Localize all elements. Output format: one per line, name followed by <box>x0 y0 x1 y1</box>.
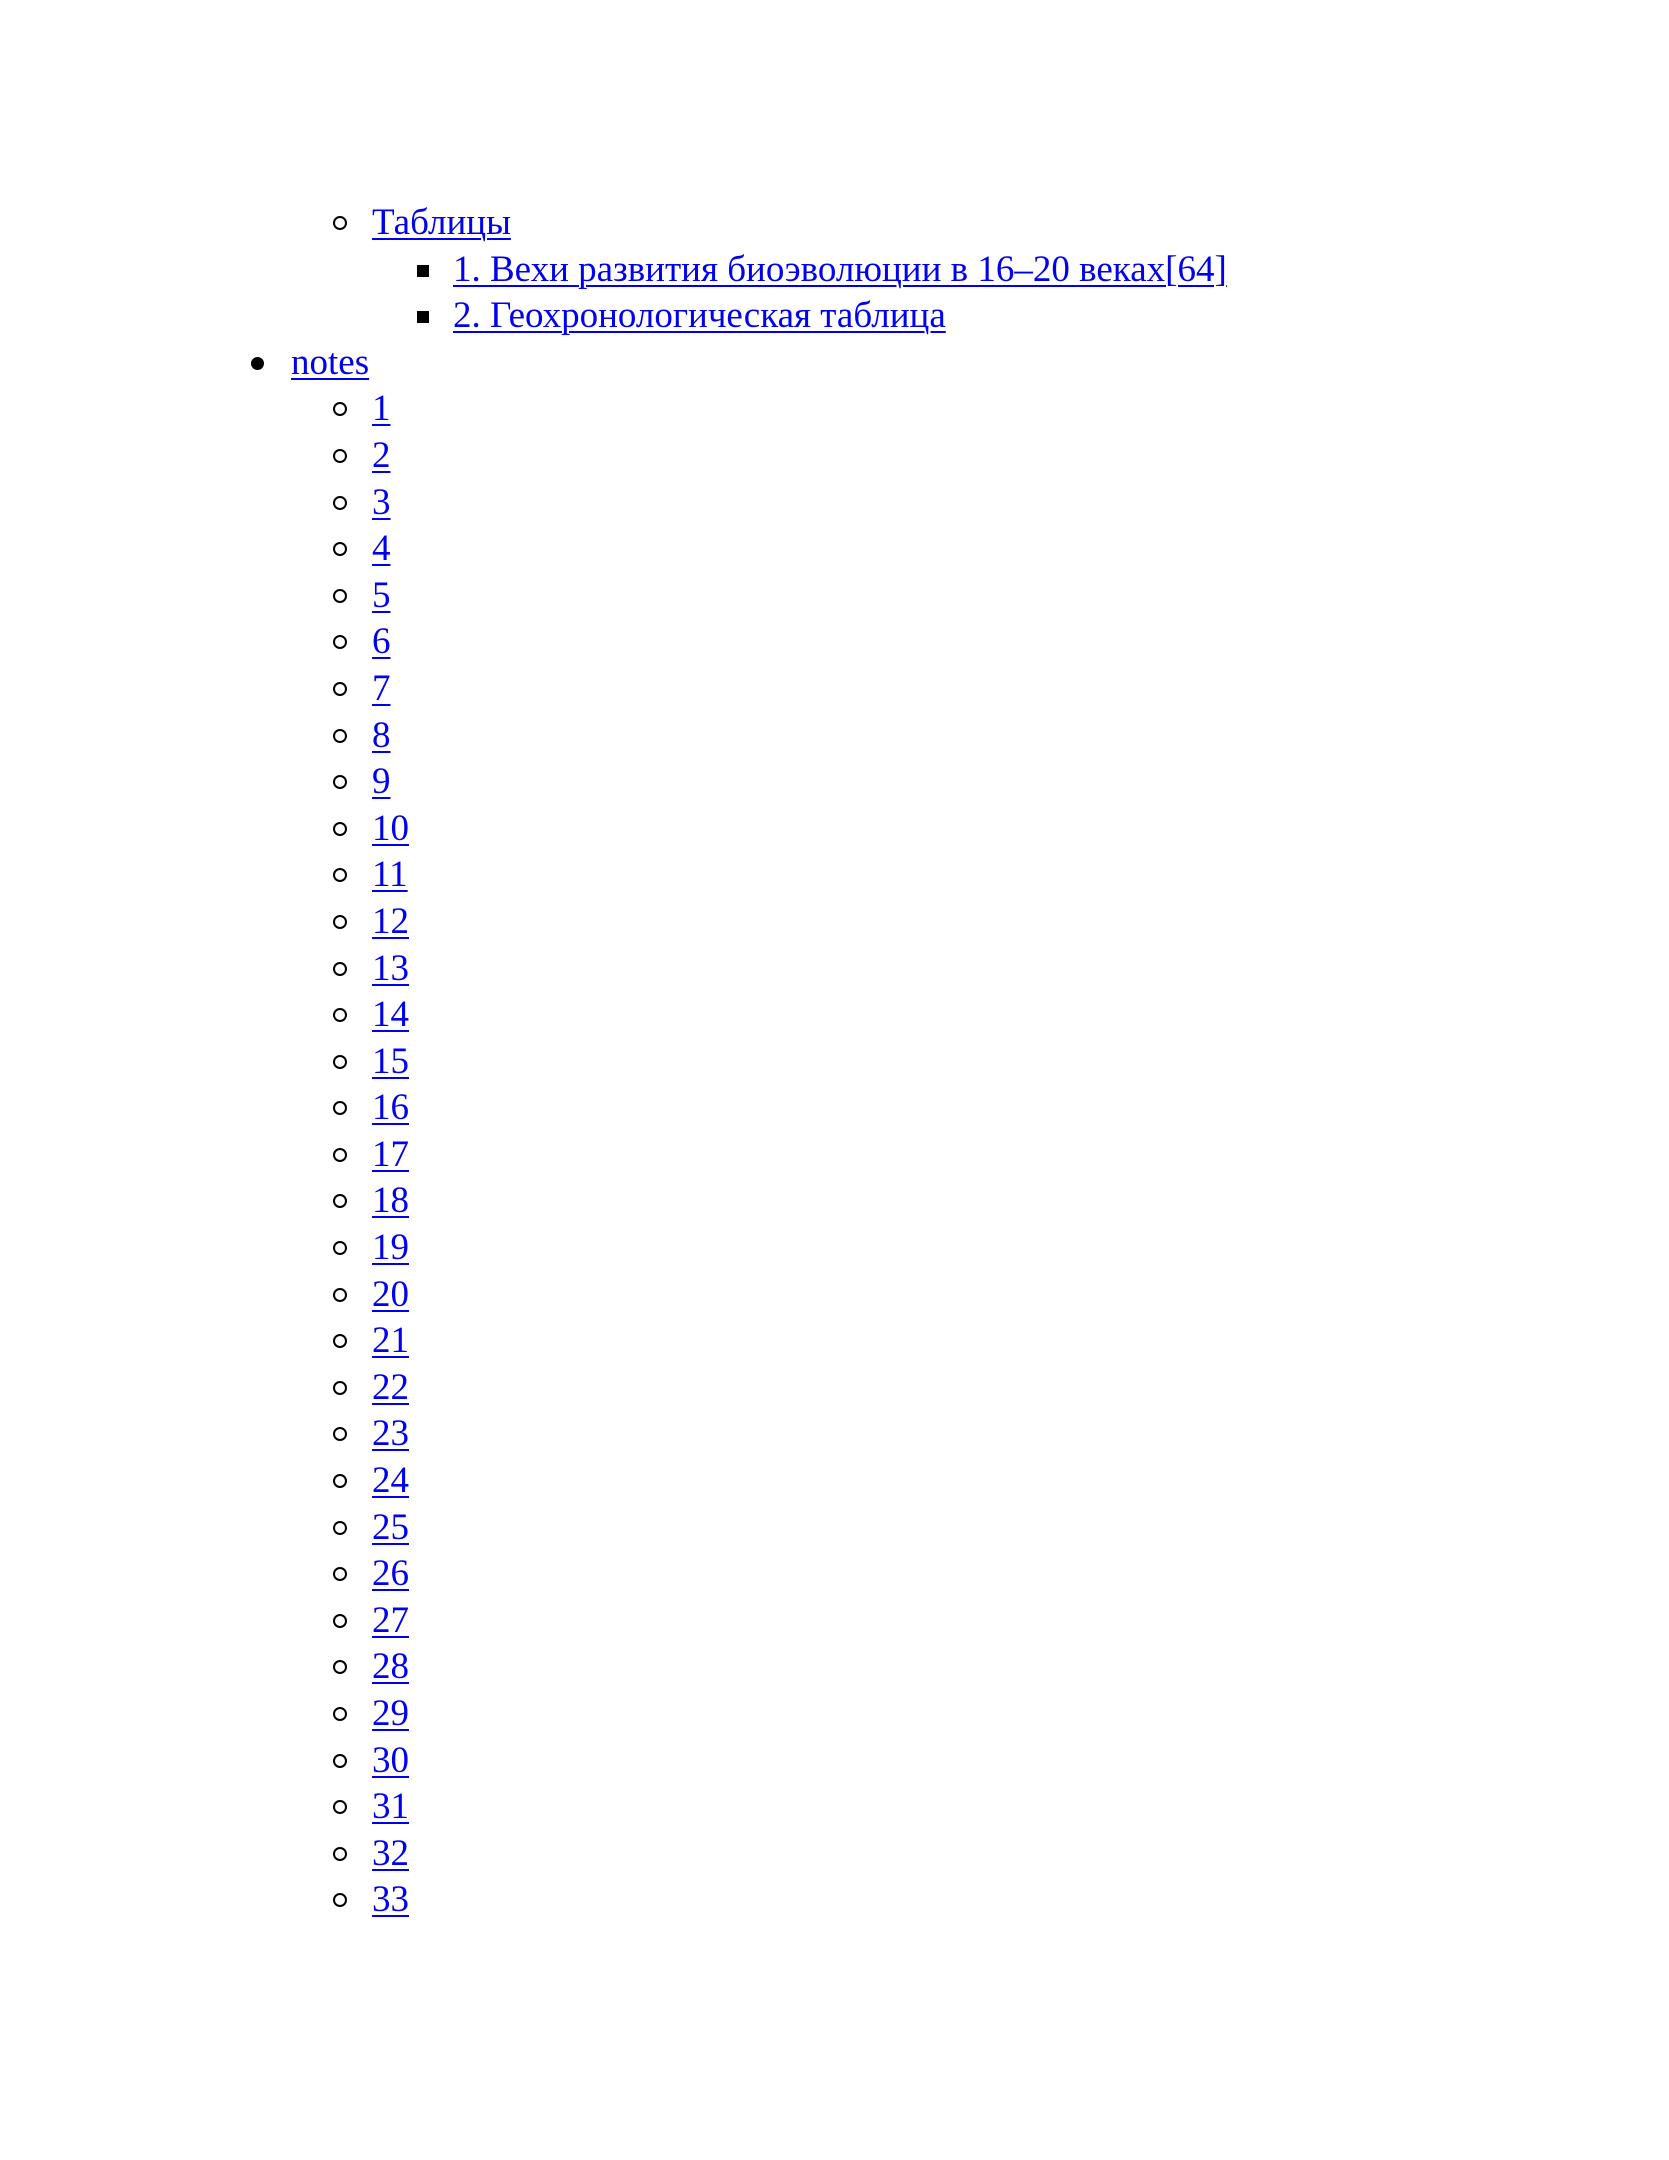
note-link[interactable]: 14 <box>372 994 409 1036</box>
toc-link-table-1[interactable]: 1. Вехи развития биоэволюции в 16–20 веках[64] <box>453 248 1227 290</box>
note-item <box>0 1784 1227 1831</box>
note-link[interactable]: 12 <box>372 900 409 942</box>
note-link[interactable]: 19 <box>372 1227 409 1269</box>
toc-link-table-2[interactable]: 2. Геохронологическая таблица <box>453 295 946 337</box>
note-link[interactable]: 21 <box>372 1320 409 1362</box>
note-item <box>0 852 1227 899</box>
toc-item-notes <box>0 340 1227 387</box>
note-item <box>0 1039 1227 1086</box>
note-item <box>0 1505 1227 1552</box>
note-link[interactable]: 16 <box>372 1087 409 1129</box>
note-item <box>0 1551 1227 1598</box>
note-link[interactable]: 20 <box>372 1273 409 1315</box>
note-item <box>0 992 1227 1039</box>
note-link[interactable]: 24 <box>372 1460 409 1502</box>
toc-link-notes[interactable]: notes <box>291 341 370 383</box>
note-link[interactable]: 22 <box>372 1366 409 1408</box>
note-link[interactable]: 29 <box>372 1693 409 1734</box>
toc-subitem-table-1 <box>0 247 1227 294</box>
note-link[interactable]: 30 <box>372 1739 409 1781</box>
note-item <box>0 759 1227 806</box>
note-item <box>0 1598 1227 1645</box>
note-item <box>0 1178 1227 1225</box>
note-item <box>0 946 1227 993</box>
note-link[interactable]: 7 <box>372 667 391 709</box>
note-item <box>0 713 1227 760</box>
note-item <box>0 1272 1227 1319</box>
note-link[interactable]: 6 <box>372 621 391 663</box>
note-item <box>0 1132 1227 1179</box>
table-of-contents <box>0 200 1227 1924</box>
toc-subitem-table-2 <box>0 293 1227 340</box>
note-link[interactable]: 33 <box>372 1879 409 1921</box>
note-link[interactable]: 18 <box>372 1180 409 1222</box>
note-link[interactable]: 13 <box>372 947 409 989</box>
note-item <box>0 1877 1227 1924</box>
note-item <box>0 480 1227 527</box>
note-item <box>0 1644 1227 1691</box>
note-item <box>0 433 1227 480</box>
note-link[interactable]: 17 <box>372 1133 409 1175</box>
note-item <box>0 1318 1227 1365</box>
note-link[interactable]: 23 <box>372 1413 409 1455</box>
note-item <box>0 1085 1227 1132</box>
note-link[interactable]: 2 <box>372 434 391 476</box>
note-link[interactable]: 26 <box>372 1553 409 1595</box>
note-link[interactable]: 31 <box>372 1786 409 1828</box>
toc-link-tables[interactable]: Таблицы <box>372 202 511 243</box>
note-link[interactable]: 3 <box>372 481 391 523</box>
note-item <box>0 899 1227 946</box>
note-link[interactable]: 9 <box>372 761 391 803</box>
note-item <box>0 526 1227 573</box>
note-item <box>0 1738 1227 1785</box>
note-item <box>0 386 1227 433</box>
note-link[interactable]: 28 <box>372 1646 409 1688</box>
note-item <box>0 806 1227 853</box>
note-link[interactable]: 5 <box>372 574 391 616</box>
note-item <box>0 619 1227 666</box>
note-item <box>0 1458 1227 1505</box>
note-item <box>0 573 1227 620</box>
toc-item-tables <box>0 200 1227 247</box>
note-link[interactable]: 32 <box>372 1832 409 1874</box>
note-link[interactable]: 25 <box>372 1506 409 1548</box>
note-item <box>0 1411 1227 1458</box>
note-item <box>0 1365 1227 1412</box>
note-link[interactable]: 15 <box>372 1040 409 1082</box>
note-link[interactable]: 4 <box>372 528 391 570</box>
note-link[interactable]: 8 <box>372 714 391 756</box>
note-item <box>0 1831 1227 1878</box>
note-link[interactable]: 10 <box>372 807 409 849</box>
note-link[interactable]: 1 <box>372 388 391 430</box>
note-link[interactable]: 11 <box>372 854 408 896</box>
note-item <box>0 1225 1227 1272</box>
note-item <box>0 1691 1227 1738</box>
note-link[interactable]: 27 <box>372 1599 409 1641</box>
note-item <box>0 666 1227 713</box>
